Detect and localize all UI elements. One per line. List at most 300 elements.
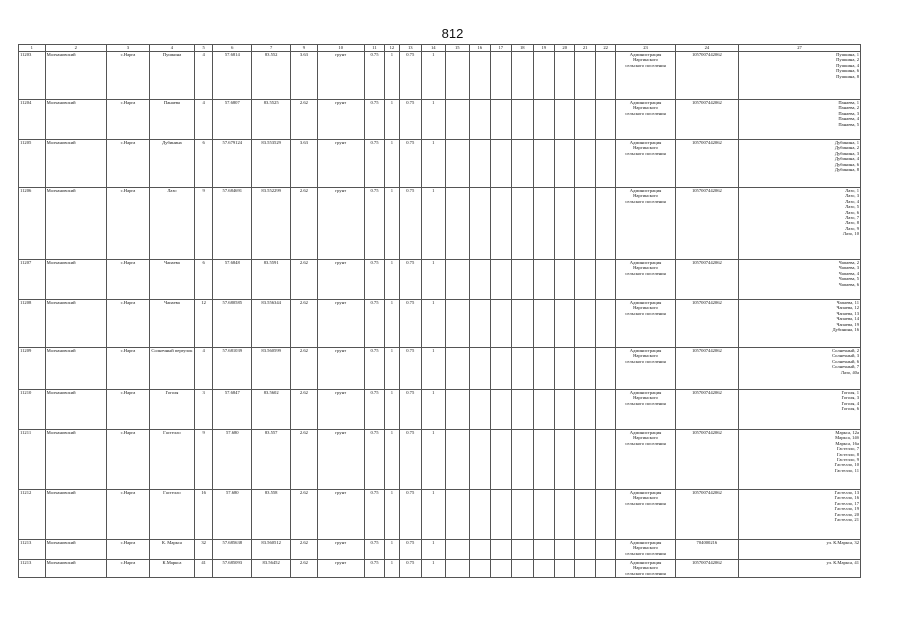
column-header: 17 bbox=[490, 45, 511, 52]
cell-empty bbox=[575, 188, 595, 260]
cell-count: 6 bbox=[194, 140, 212, 188]
address-line: Пушкина, 1 bbox=[836, 52, 859, 57]
address-line: Солнечный, 3 bbox=[832, 353, 859, 359]
cell-surface: грунт bbox=[317, 300, 364, 348]
cell-empty bbox=[554, 260, 574, 300]
owner-line: Администрация bbox=[629, 560, 662, 565]
cell-lat: 57.6807 bbox=[213, 100, 252, 140]
table-row bbox=[19, 260, 861, 300]
column-header: 2 bbox=[45, 45, 106, 52]
address-line: Гоголя, 4 bbox=[841, 400, 859, 406]
cell-addresses bbox=[739, 390, 861, 430]
column-header: 5 bbox=[194, 45, 212, 52]
cell-street: Гастелло bbox=[149, 490, 194, 540]
cell-lat: 57.6848 bbox=[213, 260, 252, 300]
address-line: Панаева, 3 bbox=[838, 110, 859, 116]
cell-empty bbox=[490, 260, 511, 300]
cell-count: 6 bbox=[194, 260, 212, 300]
cell-v13: 0.75 bbox=[399, 140, 422, 188]
column-header: 10 bbox=[317, 45, 364, 52]
address-line: Солнечный, 7 bbox=[832, 364, 859, 370]
cell-v11: 0.75 bbox=[364, 300, 384, 348]
cell-v13: 0.75 bbox=[399, 260, 422, 300]
address-line: Гоголя, 1 bbox=[841, 390, 859, 395]
cell-id: 11204 bbox=[19, 100, 46, 140]
cell-surface: грунт bbox=[317, 348, 364, 390]
cell-lon: 83.560512 bbox=[252, 540, 291, 560]
address-line: Пушкина, 2 bbox=[836, 57, 859, 63]
cell-v13: 0.75 bbox=[399, 300, 422, 348]
cell-district: Молчановский bbox=[45, 430, 106, 490]
cell-lat: 57.685093 bbox=[213, 560, 252, 578]
address-line: Лазо, 3 bbox=[845, 193, 859, 199]
owner-line: Администрация bbox=[629, 390, 662, 395]
cell-count: 4 bbox=[194, 100, 212, 140]
owner-line: Наргинского bbox=[633, 353, 658, 359]
cell-lat: 57.685638 bbox=[213, 540, 252, 560]
address-line: Пушкина, 4 bbox=[836, 62, 859, 68]
cell-v11: 0.75 bbox=[364, 140, 384, 188]
cell-lat: 57.679124 bbox=[213, 140, 252, 188]
cell-empty bbox=[575, 52, 595, 100]
cell-empty bbox=[490, 490, 511, 540]
cell-empty bbox=[445, 140, 470, 188]
table-row bbox=[19, 52, 861, 100]
cell-street: Пушкина bbox=[149, 52, 194, 100]
owner-line: Администрация bbox=[629, 300, 662, 305]
address-line: Гастелло, 16 bbox=[834, 495, 859, 501]
address-line: Дубинина, 1 bbox=[834, 140, 859, 145]
cell-id: 11206 bbox=[19, 188, 46, 260]
cell-empty bbox=[554, 188, 574, 260]
cell-ogrn: 1057007442062 bbox=[675, 300, 738, 348]
owner-line: сельского поселения bbox=[625, 110, 666, 116]
cell-empty bbox=[470, 188, 490, 260]
cell-count: 9 bbox=[194, 188, 212, 260]
cell-addresses bbox=[739, 560, 861, 578]
cell-v12: 1 bbox=[385, 300, 399, 348]
cell-area: 2.62 bbox=[291, 390, 318, 430]
cell-district: Молчановский bbox=[45, 52, 106, 100]
cell-empty bbox=[445, 100, 470, 140]
cell-empty bbox=[575, 430, 595, 490]
address-line: Чапаева, 13 bbox=[836, 310, 859, 316]
cell-v14: 1 bbox=[422, 100, 446, 140]
cell-area: 2.62 bbox=[291, 540, 318, 560]
cell-ogrn: 1057007442062 bbox=[675, 390, 738, 430]
cell-empty bbox=[470, 560, 490, 578]
address-line: ул. К.Маркса, 41 bbox=[826, 560, 859, 565]
cell-empty bbox=[533, 490, 554, 540]
cell-empty bbox=[490, 348, 511, 390]
cell-village: с.Нарга bbox=[106, 390, 149, 430]
cell-empty bbox=[554, 490, 574, 540]
cell-v14: 1 bbox=[422, 430, 446, 490]
cell-owner bbox=[616, 430, 675, 490]
address-line: Гастелло, 7 bbox=[836, 446, 859, 452]
cell-area: 2.62 bbox=[291, 100, 318, 140]
cell-v12: 1 bbox=[385, 560, 399, 578]
cell-count: 16 bbox=[194, 490, 212, 540]
cell-surface: грунт bbox=[317, 390, 364, 430]
cell-empty bbox=[575, 540, 595, 560]
cell-empty bbox=[490, 430, 511, 490]
address-line: Солнечный, 6 bbox=[832, 358, 859, 364]
cell-lat: 57.680 bbox=[213, 430, 252, 490]
cell-empty bbox=[533, 188, 554, 260]
cell-v13: 0.75 bbox=[399, 52, 422, 100]
cell-empty bbox=[512, 300, 533, 348]
cell-id: 11207 bbox=[19, 260, 46, 300]
cell-empty bbox=[533, 100, 554, 140]
cell-v13: 0.75 bbox=[399, 188, 422, 260]
cell-v12: 1 bbox=[385, 100, 399, 140]
cell-surface: грунт bbox=[317, 52, 364, 100]
cell-owner bbox=[616, 100, 675, 140]
cell-v12: 1 bbox=[385, 188, 399, 260]
owner-line: Наргинского bbox=[633, 193, 658, 199]
cell-empty bbox=[470, 140, 490, 188]
cell-lat: 57.684691 bbox=[213, 188, 252, 260]
cell-lon: 83.558 bbox=[252, 490, 291, 540]
cell-owner bbox=[616, 490, 675, 540]
address-line: Чапаева, 2 bbox=[838, 260, 859, 265]
cell-empty bbox=[533, 430, 554, 490]
cell-district: Молчановский bbox=[45, 188, 106, 260]
address-line: Чапаева, 12 bbox=[836, 305, 859, 311]
address-line: Лазо, 7 bbox=[845, 215, 859, 221]
cell-addresses bbox=[739, 540, 861, 560]
cell-v14: 1 bbox=[422, 348, 446, 390]
address-line: Гастелло, 9 bbox=[836, 457, 859, 463]
cell-empty bbox=[595, 540, 615, 560]
cell-lon: 83.56452 bbox=[252, 560, 291, 578]
cell-empty bbox=[554, 540, 574, 560]
cell-empty bbox=[445, 300, 470, 348]
cell-empty bbox=[490, 100, 511, 140]
cell-empty bbox=[445, 560, 470, 578]
address-line: Чапаева, 19 bbox=[836, 321, 859, 327]
cell-empty bbox=[595, 188, 615, 260]
table-header bbox=[19, 45, 861, 52]
cell-district: Молчановский bbox=[45, 300, 106, 348]
cell-surface: грунт bbox=[317, 140, 364, 188]
address-line: Лазо, 4 bbox=[845, 198, 859, 204]
column-header: 19 bbox=[533, 45, 554, 52]
address-line: Гастелло, 8 bbox=[836, 451, 859, 457]
column-header: 13 bbox=[399, 45, 422, 52]
cell-lon: 83.5602 bbox=[252, 390, 291, 430]
table-row bbox=[19, 348, 861, 390]
column-header: 1 bbox=[19, 45, 46, 52]
table-row bbox=[19, 560, 861, 578]
cell-v11: 0.75 bbox=[364, 100, 384, 140]
cell-v11: 0.75 bbox=[364, 348, 384, 390]
cell-surface: грунт bbox=[317, 490, 364, 540]
cell-empty bbox=[554, 560, 574, 578]
cell-surface: грунт bbox=[317, 100, 364, 140]
cell-ogrn: 1057007442062 bbox=[675, 52, 738, 100]
cell-lat: 57.681039 bbox=[213, 348, 252, 390]
cell-empty bbox=[470, 300, 490, 348]
cell-count: 9 bbox=[194, 430, 212, 490]
address-line: Маркса, 16а bbox=[835, 440, 859, 446]
column-header: 20 bbox=[554, 45, 574, 52]
cell-village: с.Нарга bbox=[106, 100, 149, 140]
address-line: Лазо, 9 bbox=[845, 225, 859, 231]
cell-area: 2.62 bbox=[291, 490, 318, 540]
cell-surface: грунт bbox=[317, 188, 364, 260]
address-line: Гастелло, 11 bbox=[834, 467, 859, 473]
cell-area: 2.62 bbox=[291, 560, 318, 578]
column-header: 11 bbox=[364, 45, 384, 52]
cell-empty bbox=[512, 188, 533, 260]
cell-count: 3 bbox=[194, 390, 212, 430]
cell-empty bbox=[490, 300, 511, 348]
column-header: 21 bbox=[575, 45, 595, 52]
cell-empty bbox=[445, 52, 470, 100]
column-header: 24 bbox=[675, 45, 738, 52]
owner-line: сельского поселения bbox=[625, 150, 666, 156]
address-line: Пушкина, 6 bbox=[836, 68, 859, 74]
cell-addresses bbox=[739, 140, 861, 188]
cell-village: с.Нарга bbox=[106, 260, 149, 300]
cell-v14: 1 bbox=[422, 52, 446, 100]
column-header: 15 bbox=[445, 45, 470, 52]
cell-empty bbox=[533, 260, 554, 300]
owner-line: сельского поселения bbox=[625, 550, 666, 556]
address-line: Маркса, 12а bbox=[835, 430, 859, 435]
cell-street: Гоголя bbox=[149, 390, 194, 430]
cell-addresses bbox=[739, 100, 861, 140]
column-header: 9 bbox=[291, 45, 318, 52]
cell-empty bbox=[595, 100, 615, 140]
table-row bbox=[19, 140, 861, 188]
cell-id: 11211 bbox=[19, 430, 46, 490]
cell-v14: 1 bbox=[422, 260, 446, 300]
cell-v13: 0.75 bbox=[399, 348, 422, 390]
owner-line: сельского поселения bbox=[625, 62, 666, 68]
cell-lon: 83.556344 bbox=[252, 300, 291, 348]
cell-empty bbox=[445, 430, 470, 490]
cell-empty bbox=[470, 390, 490, 430]
column-header: 22 bbox=[595, 45, 615, 52]
cell-street: Чапаева bbox=[149, 260, 194, 300]
cell-v11: 0.75 bbox=[364, 430, 384, 490]
cell-empty bbox=[575, 560, 595, 578]
cell-lon: 83.552299 bbox=[252, 188, 291, 260]
cell-surface: грунт bbox=[317, 430, 364, 490]
address-line: Гастелло, 19 bbox=[834, 506, 859, 512]
cell-v12: 1 bbox=[385, 430, 399, 490]
column-header: 7 bbox=[252, 45, 291, 52]
cell-empty bbox=[512, 540, 533, 560]
cell-v12: 1 bbox=[385, 140, 399, 188]
address-line: Панаева, 4 bbox=[838, 116, 859, 122]
cell-street: Дубинина bbox=[149, 140, 194, 188]
owner-line: Администрация bbox=[629, 490, 662, 495]
cell-empty bbox=[470, 540, 490, 560]
column-header: 12 bbox=[385, 45, 399, 52]
owner-line: Наргинского bbox=[633, 435, 658, 441]
owner-line: сельского поселения bbox=[625, 500, 666, 506]
address-line: Лазо, 6 bbox=[845, 209, 859, 215]
address-line: Дубинина, 6 bbox=[834, 161, 859, 167]
cell-count: 32 bbox=[194, 540, 212, 560]
address-line: Гоголя, 3 bbox=[841, 395, 859, 401]
cell-area: 2.62 bbox=[291, 260, 318, 300]
owner-line: Наргинского bbox=[633, 57, 658, 63]
address-line: Чапаева, 3 bbox=[838, 265, 859, 271]
cell-surface: грунт bbox=[317, 560, 364, 578]
cell-empty bbox=[512, 52, 533, 100]
cell-empty bbox=[470, 52, 490, 100]
cell-area: 3.63 bbox=[291, 52, 318, 100]
cell-ogrn: 1057007442062 bbox=[675, 560, 738, 578]
owner-line: сельского поселения bbox=[625, 440, 666, 446]
cell-v11: 0.75 bbox=[364, 390, 384, 430]
owner-line: Наргинского bbox=[633, 105, 658, 111]
address-line: Панаева, 5 bbox=[838, 121, 859, 127]
cell-owner bbox=[616, 540, 675, 560]
cell-v14: 1 bbox=[422, 390, 446, 430]
cell-addresses bbox=[739, 260, 861, 300]
cell-v13: 0.75 bbox=[399, 430, 422, 490]
address-line: Лазо, 1 bbox=[845, 188, 859, 193]
cell-lon: 83.560599 bbox=[252, 348, 291, 390]
cell-empty bbox=[490, 390, 511, 430]
owner-line: Администрация bbox=[629, 430, 662, 435]
address-line: Чапаева, 6 bbox=[838, 281, 859, 287]
cell-district: Молчановский bbox=[45, 560, 106, 578]
table-row bbox=[19, 100, 861, 140]
cell-ogrn: 1057007442062 bbox=[675, 490, 738, 540]
cell-village: с.Нарга bbox=[106, 140, 149, 188]
table-row bbox=[19, 430, 861, 490]
cell-empty bbox=[533, 348, 554, 390]
cell-empty bbox=[470, 100, 490, 140]
cell-empty bbox=[595, 140, 615, 188]
cell-v12: 1 bbox=[385, 52, 399, 100]
cell-ogrn: 1057007442062 bbox=[675, 430, 738, 490]
cell-empty bbox=[512, 490, 533, 540]
cell-v11: 0.75 bbox=[364, 260, 384, 300]
cell-district: Молчановский bbox=[45, 348, 106, 390]
cell-empty bbox=[490, 188, 511, 260]
cell-street: Лазо bbox=[149, 188, 194, 260]
cell-v12: 1 bbox=[385, 390, 399, 430]
cell-lat: 57.6847 bbox=[213, 390, 252, 430]
cell-empty bbox=[445, 490, 470, 540]
cell-area: 2.62 bbox=[291, 188, 318, 260]
cell-village: с.Нарга bbox=[106, 540, 149, 560]
header-row bbox=[19, 45, 861, 52]
cell-village: с.Нарга bbox=[106, 188, 149, 260]
cell-lon: 83.557 bbox=[252, 430, 291, 490]
table-row bbox=[19, 390, 861, 430]
cell-empty bbox=[533, 390, 554, 430]
cell-ogrn: 1057007442062 bbox=[675, 260, 738, 300]
cell-lat: 57.680585 bbox=[213, 300, 252, 348]
column-header: 18 bbox=[512, 45, 533, 52]
address-line: Панаева, 2 bbox=[838, 105, 859, 111]
cell-empty bbox=[470, 490, 490, 540]
cell-owner bbox=[616, 140, 675, 188]
cell-v14: 1 bbox=[422, 490, 446, 540]
owner-line: Администрация bbox=[629, 260, 662, 265]
cell-district: Молчановский bbox=[45, 260, 106, 300]
cell-owner bbox=[616, 348, 675, 390]
cell-empty bbox=[470, 348, 490, 390]
cell-lon: 83.552 bbox=[252, 52, 291, 100]
cell-id: 11209 bbox=[19, 348, 46, 390]
table-row bbox=[19, 490, 861, 540]
owner-line: Наргинского bbox=[633, 495, 658, 501]
address-line: Лазо, 40а bbox=[840, 369, 859, 375]
cell-empty bbox=[554, 390, 574, 430]
cell-empty bbox=[595, 560, 615, 578]
cell-empty bbox=[575, 100, 595, 140]
cell-id: 11203 bbox=[19, 52, 46, 100]
cell-empty bbox=[533, 52, 554, 100]
cell-empty bbox=[490, 52, 511, 100]
cell-empty bbox=[595, 300, 615, 348]
address-line: Лазо, 5 bbox=[845, 204, 859, 210]
cell-street: Чапаева bbox=[149, 300, 194, 348]
owner-line: сельского поселения bbox=[625, 310, 666, 316]
cell-empty bbox=[445, 540, 470, 560]
cell-v13: 0.75 bbox=[399, 490, 422, 540]
owner-line: Администрация bbox=[629, 348, 662, 353]
cell-empty bbox=[575, 300, 595, 348]
address-line: Гоголя, 6 bbox=[841, 406, 859, 412]
cell-empty bbox=[533, 540, 554, 560]
cell-empty bbox=[575, 490, 595, 540]
cell-owner bbox=[616, 300, 675, 348]
cell-count: 4 bbox=[194, 348, 212, 390]
cell-v12: 1 bbox=[385, 260, 399, 300]
cell-lat: 57.680 bbox=[213, 490, 252, 540]
cell-village: с.Нарга bbox=[106, 560, 149, 578]
cell-empty bbox=[595, 260, 615, 300]
cell-area: 2.62 bbox=[291, 348, 318, 390]
address-line: Гастелло, 21 bbox=[834, 517, 859, 523]
page-number: 812 bbox=[441, 26, 464, 41]
cell-empty bbox=[490, 560, 511, 578]
column-header: 4 bbox=[149, 45, 194, 52]
cell-v12: 1 bbox=[385, 348, 399, 390]
cell-v14: 1 bbox=[422, 560, 446, 578]
cell-v13: 0.75 bbox=[399, 100, 422, 140]
cell-id: 11208 bbox=[19, 300, 46, 348]
address-line: ул. К.Маркса, 32 bbox=[826, 540, 859, 545]
column-header: 14 bbox=[422, 45, 446, 52]
registry-table bbox=[18, 44, 861, 578]
cell-district: Молчановский bbox=[45, 490, 106, 540]
cell-empty bbox=[595, 348, 615, 390]
cell-empty bbox=[470, 430, 490, 490]
cell-v14: 1 bbox=[422, 540, 446, 560]
address-line: Чапаева, 4 bbox=[838, 270, 859, 276]
address-line: Чапаева, 11 bbox=[836, 300, 859, 305]
cell-district: Молчановский bbox=[45, 390, 106, 430]
owner-line: Администрация bbox=[629, 540, 662, 545]
cell-empty bbox=[533, 140, 554, 188]
address-line: Чапаева, 5 bbox=[838, 276, 859, 282]
owner-line: Наргинского bbox=[633, 545, 658, 551]
cell-ogrn: 1057007442062 bbox=[675, 140, 738, 188]
cell-surface: грунт bbox=[317, 260, 364, 300]
